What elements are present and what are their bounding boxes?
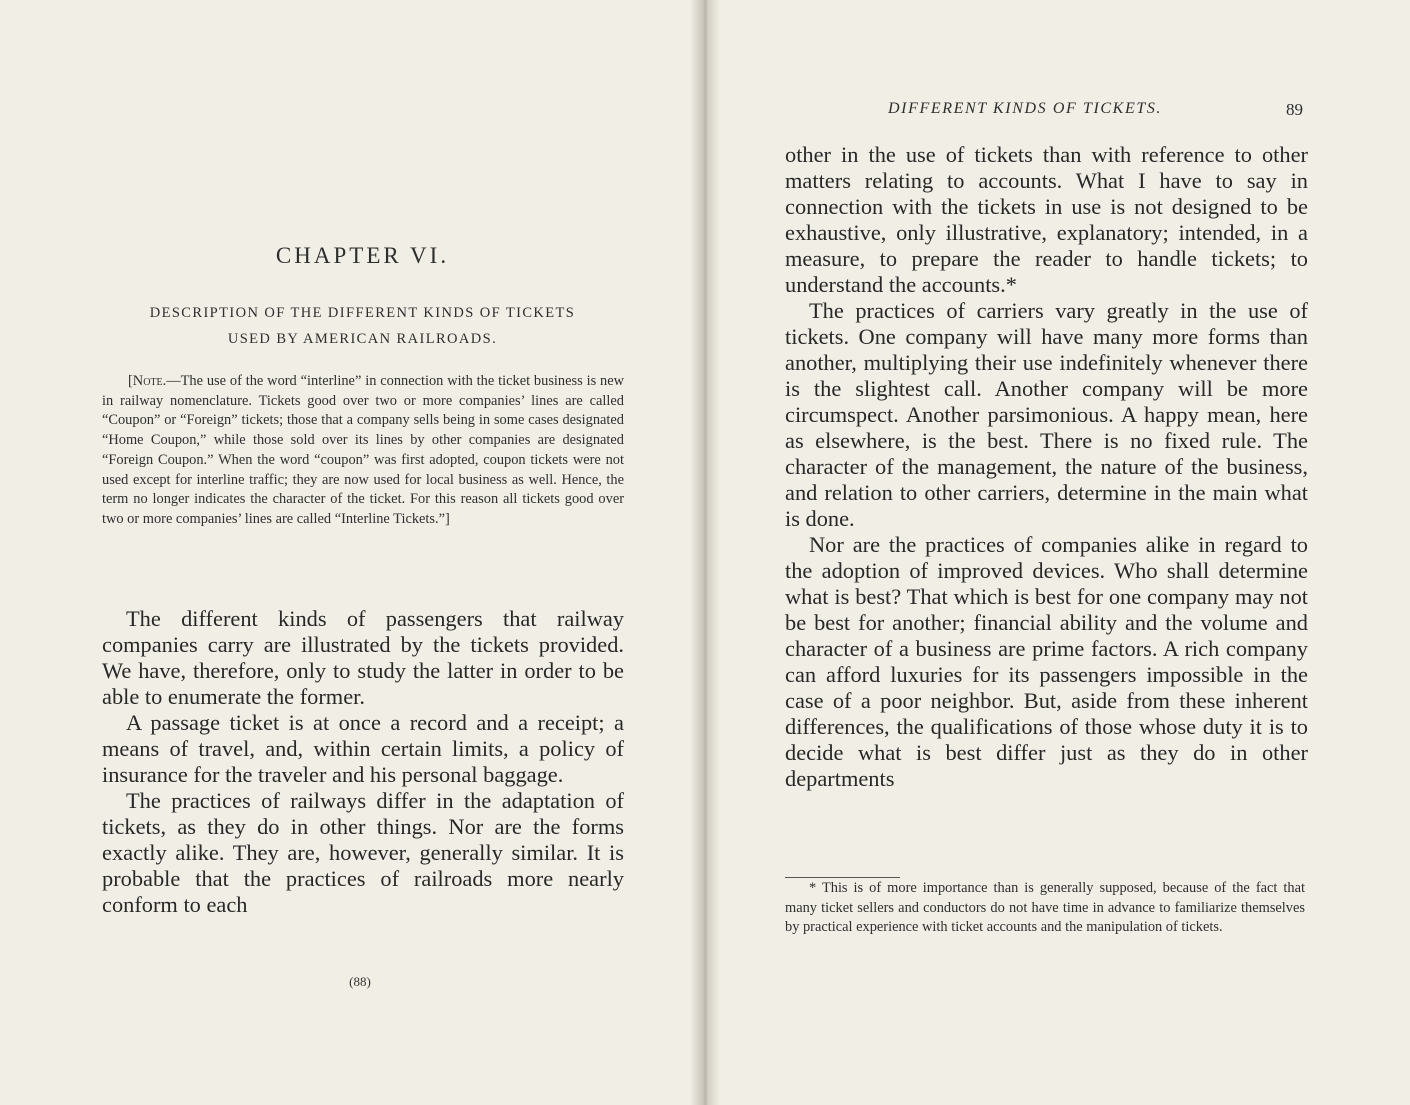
chapter-description-line: USED BY AMERICAN RAILROADS.	[227, 331, 498, 347]
chapter-description-line: DESCRIPTION OF THE DIFFERENT KINDS OF TICKETS	[149, 305, 576, 321]
footnote-rule	[785, 877, 900, 878]
chapter-note	[102, 372, 624, 530]
note-bracket: [	[128, 373, 133, 389]
running-head: DIFFERENT KINDS OF TICKETS.	[888, 100, 1163, 117]
book-gutter	[690, 0, 720, 1105]
chapter-description	[100, 300, 625, 352]
footnote: * This is of more importance than is generally supposed, because of the fact that many ticket sellers and conductors do not have time in advance to familiarize themselves by practical experience with ticket accounts and the manipulation of tickets.	[785, 880, 1305, 936]
body-paragraph: The different kinds of passengers that railway companies carry are illustrated by the tickets provided. We have, therefore, only to study the latter in order to be able to enumerate the former.	[102, 606, 624, 709]
body-paragraph: The practices of railways differ in the adaptation of tickets, as they do in other things. Nor are the forms exactly alike. They are, however, generally similar. It is probable that the practices of railroads more nearly conform to each	[102, 788, 624, 917]
right-body-text	[785, 142, 1308, 792]
right-page-number: 89	[1286, 100, 1303, 119]
note-label: Note.	[132, 373, 167, 389]
body-paragraph: Nor are the practices of companies alike in regard to the adoption of improved devices. Who shall determine what is best? That which is best for one company may not be best for another; financial ability and the volume and character of a business are prime factors. A rich company can afford luxuries for its passengers impossible in the case of a poor neighbor. But, aside from these inherent differences, the qualifications of those whose duty it is to decide what is best differ just as they do in other departments	[785, 532, 1308, 791]
chapter-heading: CHAPTER VI.	[275, 243, 450, 268]
body-paragraph: The practices of carriers vary greatly in the use of tickets. One company will have many more forms than another, multiplying their use indefinitely whenever there is the slightest call. Another company will be more circumspect. Another parsimonious. A happy mean, here as elsewhere, is the best. There is no fixed rule. The character of the management, the nature of the business, and relation to other carriers, determine in the main what is done.	[785, 298, 1308, 531]
note-text: —The use of the word “interline” in connection with the ticket business is new in railway nomenclature. Tickets good over two or more companies’ lines are called “Coupon” or “Foreign” tickets; those that a company sells being in some cases designated “Home Coupon,” while those sold over its lines by other companies are designated “Foreign Coupon.” When the word “coupon” was first adopted, coupon tickets were not used except for interline traffic; they are now used for local business as well. Hence, the term no longer indicates the character of the ticket. For this reason all tickets good over two or more companies’ lines are called “Interline Tickets.”]	[102, 373, 624, 527]
left-page-number: (88)	[349, 974, 371, 989]
body-paragraph: other in the use of tickets than with reference to other matters relating to accounts. What I have to say in connection with the tickets in use is not designed to be exhaustive, only illustrative, explanatory; intended, in a measure, to prepare the reader to handle tickets; to understand the accounts.*	[785, 142, 1308, 297]
left-body-text	[102, 606, 624, 918]
body-paragraph: A passage ticket is at once a record and a receipt; a means of travel, and, within certain limits, a policy of insurance for the traveler and his personal baggage.	[102, 710, 624, 787]
